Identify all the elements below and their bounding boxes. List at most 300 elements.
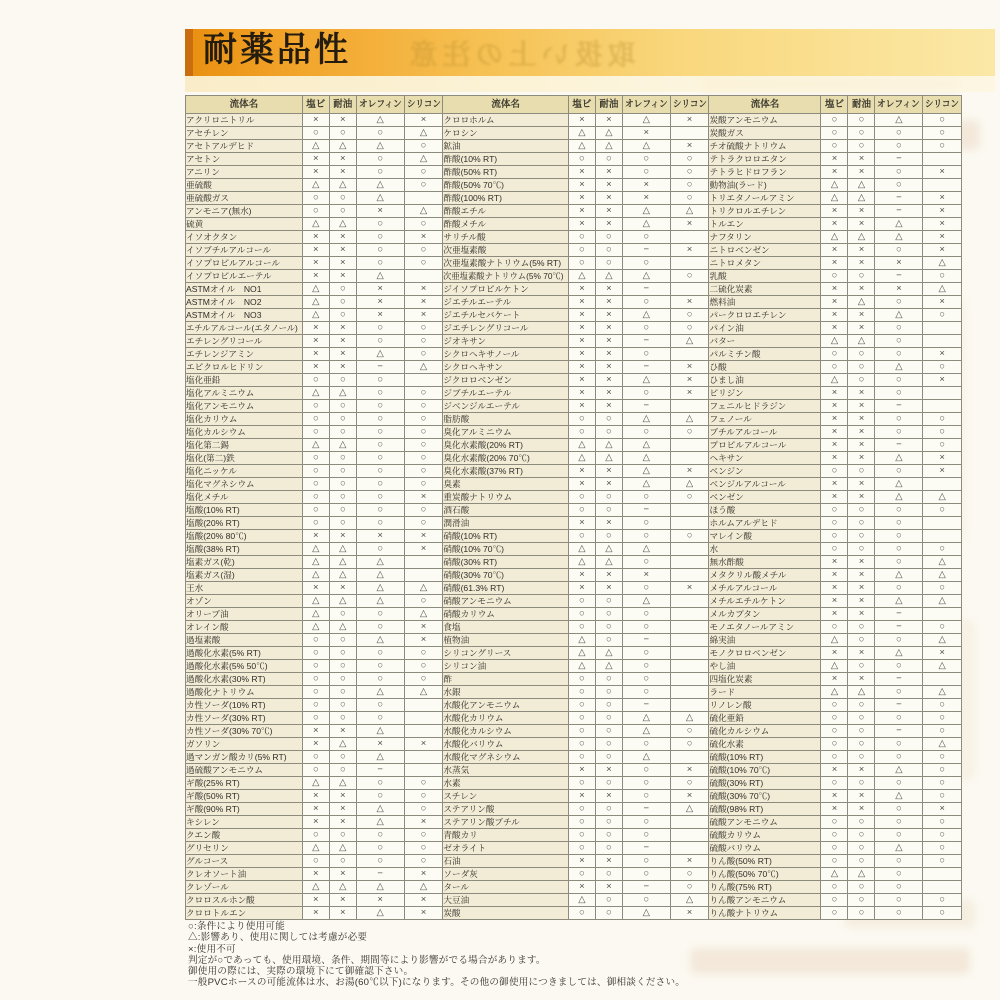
rating-cell: △ [622,374,670,387]
rating-cell: ○ [302,491,329,504]
fluid-name-cell: 硫酸バリウム [709,842,821,855]
rating-cell: △ [670,478,709,491]
rating-cell: △ [670,894,709,907]
rating-cell: △ [848,192,875,205]
fluid-name-cell: 四塩化炭素 [709,673,821,686]
rating-cell: △ [622,140,670,153]
rating-cell: × [568,387,595,400]
rating-cell: △ [875,764,923,777]
rating-cell: ○ [568,699,595,712]
rating-cell: × [848,582,875,595]
fluid-name-cell: ジオキサン [443,335,569,348]
rating-cell: ○ [595,829,622,842]
fluid-name-cell: パルミチン酸 [709,348,821,361]
rating-cell: ○ [821,699,848,712]
rating-cell: ○ [329,400,356,413]
rating-cell: × [329,153,356,166]
rating-cell: ○ [404,335,443,348]
rating-cell: × [595,218,622,231]
fluid-name-cell: 過酸化水素(5% 50℃) [186,660,303,673]
rating-cell: × [848,257,875,270]
rating-cell: × [404,621,443,634]
rating-cell: △ [356,569,404,582]
rating-cell: ○ [875,426,923,439]
fluid-name-cell: タール [443,881,569,894]
rating-cell: × [404,868,443,881]
rating-cell: ○ [404,413,443,426]
show-through-title: 取扱い上の注意 [404,39,636,70]
rating-cell: × [595,764,622,777]
rating-cell: × [821,400,848,413]
rating-cell: × [821,283,848,296]
rating-cell: × [302,348,329,361]
rating-cell: △ [923,257,962,270]
fluid-name-cell: ステアリン酸ブチル [443,816,569,829]
rating-cell: △ [356,725,404,738]
rating-cell: ○ [848,738,875,751]
table-row [186,712,962,725]
rating-cell [404,569,443,582]
rating-cell: × [923,205,962,218]
table-row [186,335,962,348]
rating-cell: − [622,283,670,296]
fluid-name-cell: ASTMオイル NO1 [186,283,303,296]
rating-cell: × [923,803,962,816]
fluid-name-cell: 水酸化バリウム [443,738,569,751]
rating-cell: △ [302,608,329,621]
rating-cell: × [329,582,356,595]
rating-cell: △ [821,335,848,348]
rating-cell: − [622,803,670,816]
rating-cell [923,153,962,166]
rating-cell: ○ [595,907,622,920]
rating-cell: ○ [568,803,595,816]
rating-cell: × [848,153,875,166]
rating-cell: × [356,283,404,296]
fluid-name-cell: クロロホルム [443,114,569,127]
rating-cell: ○ [821,140,848,153]
rating-cell: ○ [670,738,709,751]
rating-cell: × [923,231,962,244]
rating-cell: ○ [595,816,622,829]
fluid-name-cell: やし油 [709,660,821,673]
rating-cell: ○ [595,803,622,816]
rating-cell: × [821,452,848,465]
rating-cell: − [875,725,923,738]
rating-cell: × [568,348,595,361]
rating-cell: ○ [875,140,923,153]
rating-cell: ○ [568,673,595,686]
rating-cell: ○ [329,855,356,868]
rating-cell: ○ [404,322,443,335]
rating-cell: × [848,283,875,296]
fluid-name-cell: トリエタノールアミン [709,192,821,205]
rating-cell: ○ [329,452,356,465]
rating-cell: ○ [404,829,443,842]
fluid-name-cell: メタクリル酸メチル [709,569,821,582]
rating-cell: ○ [848,374,875,387]
rating-cell: ○ [404,465,443,478]
header-material-3: シリコン [923,96,962,114]
table-row [186,491,962,504]
rating-cell: ○ [329,192,356,205]
fluid-name-cell: キシレン [186,816,303,829]
rating-cell: ○ [568,907,595,920]
rating-cell: × [848,569,875,582]
rating-cell: × [821,595,848,608]
rating-cell: ○ [302,374,329,387]
rating-cell: ○ [356,426,404,439]
rating-cell: △ [302,621,329,634]
rating-cell: × [595,478,622,491]
rating-cell [670,439,709,452]
rating-cell: × [329,790,356,803]
rating-cell: △ [848,335,875,348]
rating-cell [670,608,709,621]
rating-cell [670,556,709,569]
fluid-name-cell: オリーブ油 [186,608,303,621]
rating-cell: ○ [595,595,622,608]
rating-cell [923,881,962,894]
rating-cell: × [670,387,709,400]
rating-cell: △ [356,270,404,283]
rating-cell: × [821,387,848,400]
rating-cell: △ [329,556,356,569]
rating-cell: ○ [329,413,356,426]
rating-cell: △ [568,634,595,647]
rating-cell: × [595,309,622,322]
legend-line: 一般PVCホースの可能流体は水、お湯(60℃以下)になります。その他の御使用につきましては、御相談ください。 [188,977,686,989]
rating-cell: ○ [875,907,923,920]
table-row [186,361,962,374]
rating-cell: ○ [622,582,670,595]
rating-cell: × [329,530,356,543]
rating-cell: ○ [622,894,670,907]
table-row [186,218,962,231]
rating-cell: ○ [356,660,404,673]
rating-cell: ○ [595,699,622,712]
table-row [186,153,962,166]
rating-cell [670,127,709,140]
rating-cell: × [923,647,962,660]
rating-cell: ○ [568,712,595,725]
rating-cell: × [568,790,595,803]
fluid-name-cell: オゾン [186,595,303,608]
rating-cell: × [670,764,709,777]
rating-cell: × [848,452,875,465]
rating-cell: ○ [356,127,404,140]
rating-cell: ○ [848,660,875,673]
fluid-name-cell: 臭化水素酸(20% 70℃) [443,452,569,465]
fluid-name-cell: メルカプタン [709,608,821,621]
fluid-name-cell: 王水 [186,582,303,595]
rating-cell: × [821,647,848,660]
table-row [186,270,962,283]
rating-cell: ○ [848,543,875,556]
rating-cell [404,725,443,738]
rating-cell: × [595,322,622,335]
rating-cell: △ [404,205,443,218]
rating-cell: ○ [329,673,356,686]
rating-cell: × [568,517,595,530]
fluid-name-cell: フェニルヒドラジン [709,400,821,413]
rating-cell: △ [404,582,443,595]
rating-cell: × [848,400,875,413]
rating-cell: △ [404,127,443,140]
fluid-name-cell: 塩化(第二)鉄 [186,452,303,465]
rating-cell: × [568,569,595,582]
fluid-name-cell: 酒石酸 [443,504,569,517]
rating-cell: × [302,894,329,907]
rating-cell: × [821,608,848,621]
rating-cell: ○ [875,543,923,556]
fluid-name-cell: クエン酸 [186,829,303,842]
rating-cell: ○ [404,790,443,803]
rating-cell: ○ [875,634,923,647]
rating-cell: ○ [821,751,848,764]
rating-cell: × [302,907,329,920]
rating-cell: ○ [356,621,404,634]
fluid-name-cell: ホルムアルデヒド [709,517,821,530]
rating-cell: ○ [595,868,622,881]
fluid-name-cell: グリセリン [186,842,303,855]
table-row [186,790,962,803]
fluid-name-cell: カ性ソーダ(10% RT) [186,699,303,712]
fluid-name-cell: 臭化水素酸(20% RT) [443,439,569,452]
rating-cell: ○ [404,257,443,270]
rating-cell: ○ [622,686,670,699]
rating-cell: △ [622,725,670,738]
fluid-name-cell: イソオクタン [186,231,303,244]
rating-cell: △ [622,218,670,231]
rating-cell: ○ [302,517,329,530]
rating-cell: △ [622,543,670,556]
rating-cell: ○ [302,478,329,491]
rating-cell: − [875,270,923,283]
rating-cell: ○ [848,816,875,829]
rating-cell: ○ [848,361,875,374]
rating-cell: ○ [404,777,443,790]
rating-cell: ○ [923,712,962,725]
fluid-name-cell: 硝酸アンモニウム [443,595,569,608]
fluid-name-cell: ギ酸(25% RT) [186,777,303,790]
rating-cell: △ [568,543,595,556]
rating-cell: × [670,465,709,478]
table-row [186,673,962,686]
rating-cell: × [821,426,848,439]
rating-cell: ○ [356,504,404,517]
fluid-name-cell: 炭酸アンモニウム [709,114,821,127]
rating-cell [670,569,709,582]
rating-cell: △ [302,218,329,231]
rating-cell [670,673,709,686]
table-row [186,114,962,127]
rating-cell: ○ [622,153,670,166]
rating-cell: ○ [622,556,670,569]
rating-cell: ○ [923,777,962,790]
rating-cell: × [568,478,595,491]
rating-cell [670,257,709,270]
rating-cell: ○ [356,699,404,712]
fluid-name-cell: ジエチルセバケート [443,309,569,322]
rating-cell: ○ [848,634,875,647]
rating-cell: ○ [595,751,622,764]
rating-cell: ○ [595,725,622,738]
rating-cell: ○ [329,309,356,322]
rating-cell: × [821,205,848,218]
fluid-name-cell: アニリン [186,166,303,179]
rating-cell: ○ [568,777,595,790]
rating-cell: △ [356,686,404,699]
header-material-1: 耐油 [848,96,875,114]
rating-cell [404,699,443,712]
rating-cell: △ [622,478,670,491]
fluid-name-cell: アンモニア(無水) [186,205,303,218]
rating-cell: × [404,283,443,296]
fluid-name-cell: 過マンガン酸カリ(5% RT) [186,751,303,764]
rating-cell: ○ [848,465,875,478]
rating-cell: − [875,153,923,166]
fluid-name-cell: パイン油 [709,322,821,335]
rating-cell: △ [595,127,622,140]
rating-cell: ○ [329,465,356,478]
rating-cell: ○ [875,686,923,699]
rating-cell: ○ [356,153,404,166]
rating-cell: △ [622,452,670,465]
fluid-name-cell: 塩化カルシウム [186,426,303,439]
fluid-name-cell: りん酸(50% 70℃) [709,868,821,881]
rating-cell: △ [329,543,356,556]
rating-cell: − [622,504,670,517]
rating-cell: ○ [329,127,356,140]
fluid-name-cell: 過酸化ナトリウム [186,686,303,699]
rating-cell: △ [875,361,923,374]
table-row [186,530,962,543]
rating-cell: ○ [622,855,670,868]
rating-cell: ○ [302,504,329,517]
rating-cell: ○ [356,829,404,842]
rating-cell: × [821,764,848,777]
header-material-2: オレフィン [875,96,923,114]
fluid-name-cell: 炭酸 [443,907,569,920]
rating-cell [923,608,962,621]
table-row [186,257,962,270]
rating-cell: ○ [923,621,962,634]
rating-cell: × [329,816,356,829]
rating-cell: × [356,296,404,309]
rating-cell: ○ [356,478,404,491]
rating-cell: − [875,673,923,686]
rating-cell: ○ [568,842,595,855]
rating-cell: ○ [329,478,356,491]
rating-cell: ○ [670,153,709,166]
rating-cell: △ [595,439,622,452]
fluid-name-cell: シリコングリース [443,647,569,660]
rating-cell: × [329,348,356,361]
rating-cell: × [329,231,356,244]
rating-cell: ○ [356,465,404,478]
chemical-resistance-table [185,95,962,920]
rating-cell: △ [821,660,848,673]
rating-cell: △ [356,881,404,894]
rating-cell: ○ [568,816,595,829]
rating-cell: × [404,894,443,907]
rating-cell: △ [302,283,329,296]
rating-cell: △ [848,686,875,699]
rating-cell: ○ [923,842,962,855]
rating-cell: ○ [302,829,329,842]
rating-cell: − [875,699,923,712]
fluid-name-cell: 植物油 [443,634,569,647]
rating-cell: ○ [848,114,875,127]
fluid-name-cell: 炭酸ガス [709,127,821,140]
fluid-name-cell: ラード [709,686,821,699]
rating-cell: ○ [329,699,356,712]
rating-cell: ○ [595,504,622,517]
rating-cell: − [356,361,404,374]
rating-cell: × [848,387,875,400]
rating-cell [923,335,962,348]
rating-cell: △ [404,153,443,166]
rating-cell: × [595,855,622,868]
rating-cell: ○ [821,829,848,842]
fluid-name-cell: ひまし油 [709,374,821,387]
rating-cell: × [404,296,443,309]
rating-cell: × [595,582,622,595]
table-row [186,348,962,361]
table-row [186,140,962,153]
rating-cell: × [670,582,709,595]
fluid-name-cell: 硫化亜鉛 [709,712,821,725]
fluid-name-cell: 硝酸(10% RT) [443,530,569,543]
rating-cell: △ [821,231,848,244]
rating-cell: ○ [923,127,962,140]
rating-cell: × [302,270,329,283]
header-material-0: 塩ビ [821,96,848,114]
rating-cell: ○ [329,660,356,673]
rating-cell [670,504,709,517]
rating-cell: △ [568,439,595,452]
rating-cell: × [670,296,709,309]
fluid-name-cell: 二硫化炭素 [709,283,821,296]
rating-cell: △ [302,387,329,400]
rating-cell: △ [875,647,923,660]
fluid-name-cell: カ性ソーダ(30% RT) [186,712,303,725]
rating-cell: × [302,725,329,738]
rating-cell: ○ [923,413,962,426]
rating-cell: ○ [356,790,404,803]
rating-cell: ○ [356,608,404,621]
fluid-name-cell: ブチルアルコール [709,426,821,439]
rating-cell: × [404,114,443,127]
table-row [186,426,962,439]
table-row [186,400,962,413]
rating-cell: ○ [356,413,404,426]
rating-cell: × [848,790,875,803]
rating-cell: ○ [404,647,443,660]
rating-cell: × [848,166,875,179]
rating-cell: ○ [356,335,404,348]
rating-cell: × [923,465,962,478]
fluid-name-cell: 塩化アルミニウム [186,387,303,400]
fluid-name-cell: エチレンジアミン [186,348,303,361]
header-material-3: シリコン [404,96,443,114]
rating-cell: ○ [923,543,962,556]
fluid-name-cell: 水 [709,543,821,556]
rating-cell: △ [356,595,404,608]
rating-cell: ○ [329,205,356,218]
rating-cell: × [875,283,923,296]
